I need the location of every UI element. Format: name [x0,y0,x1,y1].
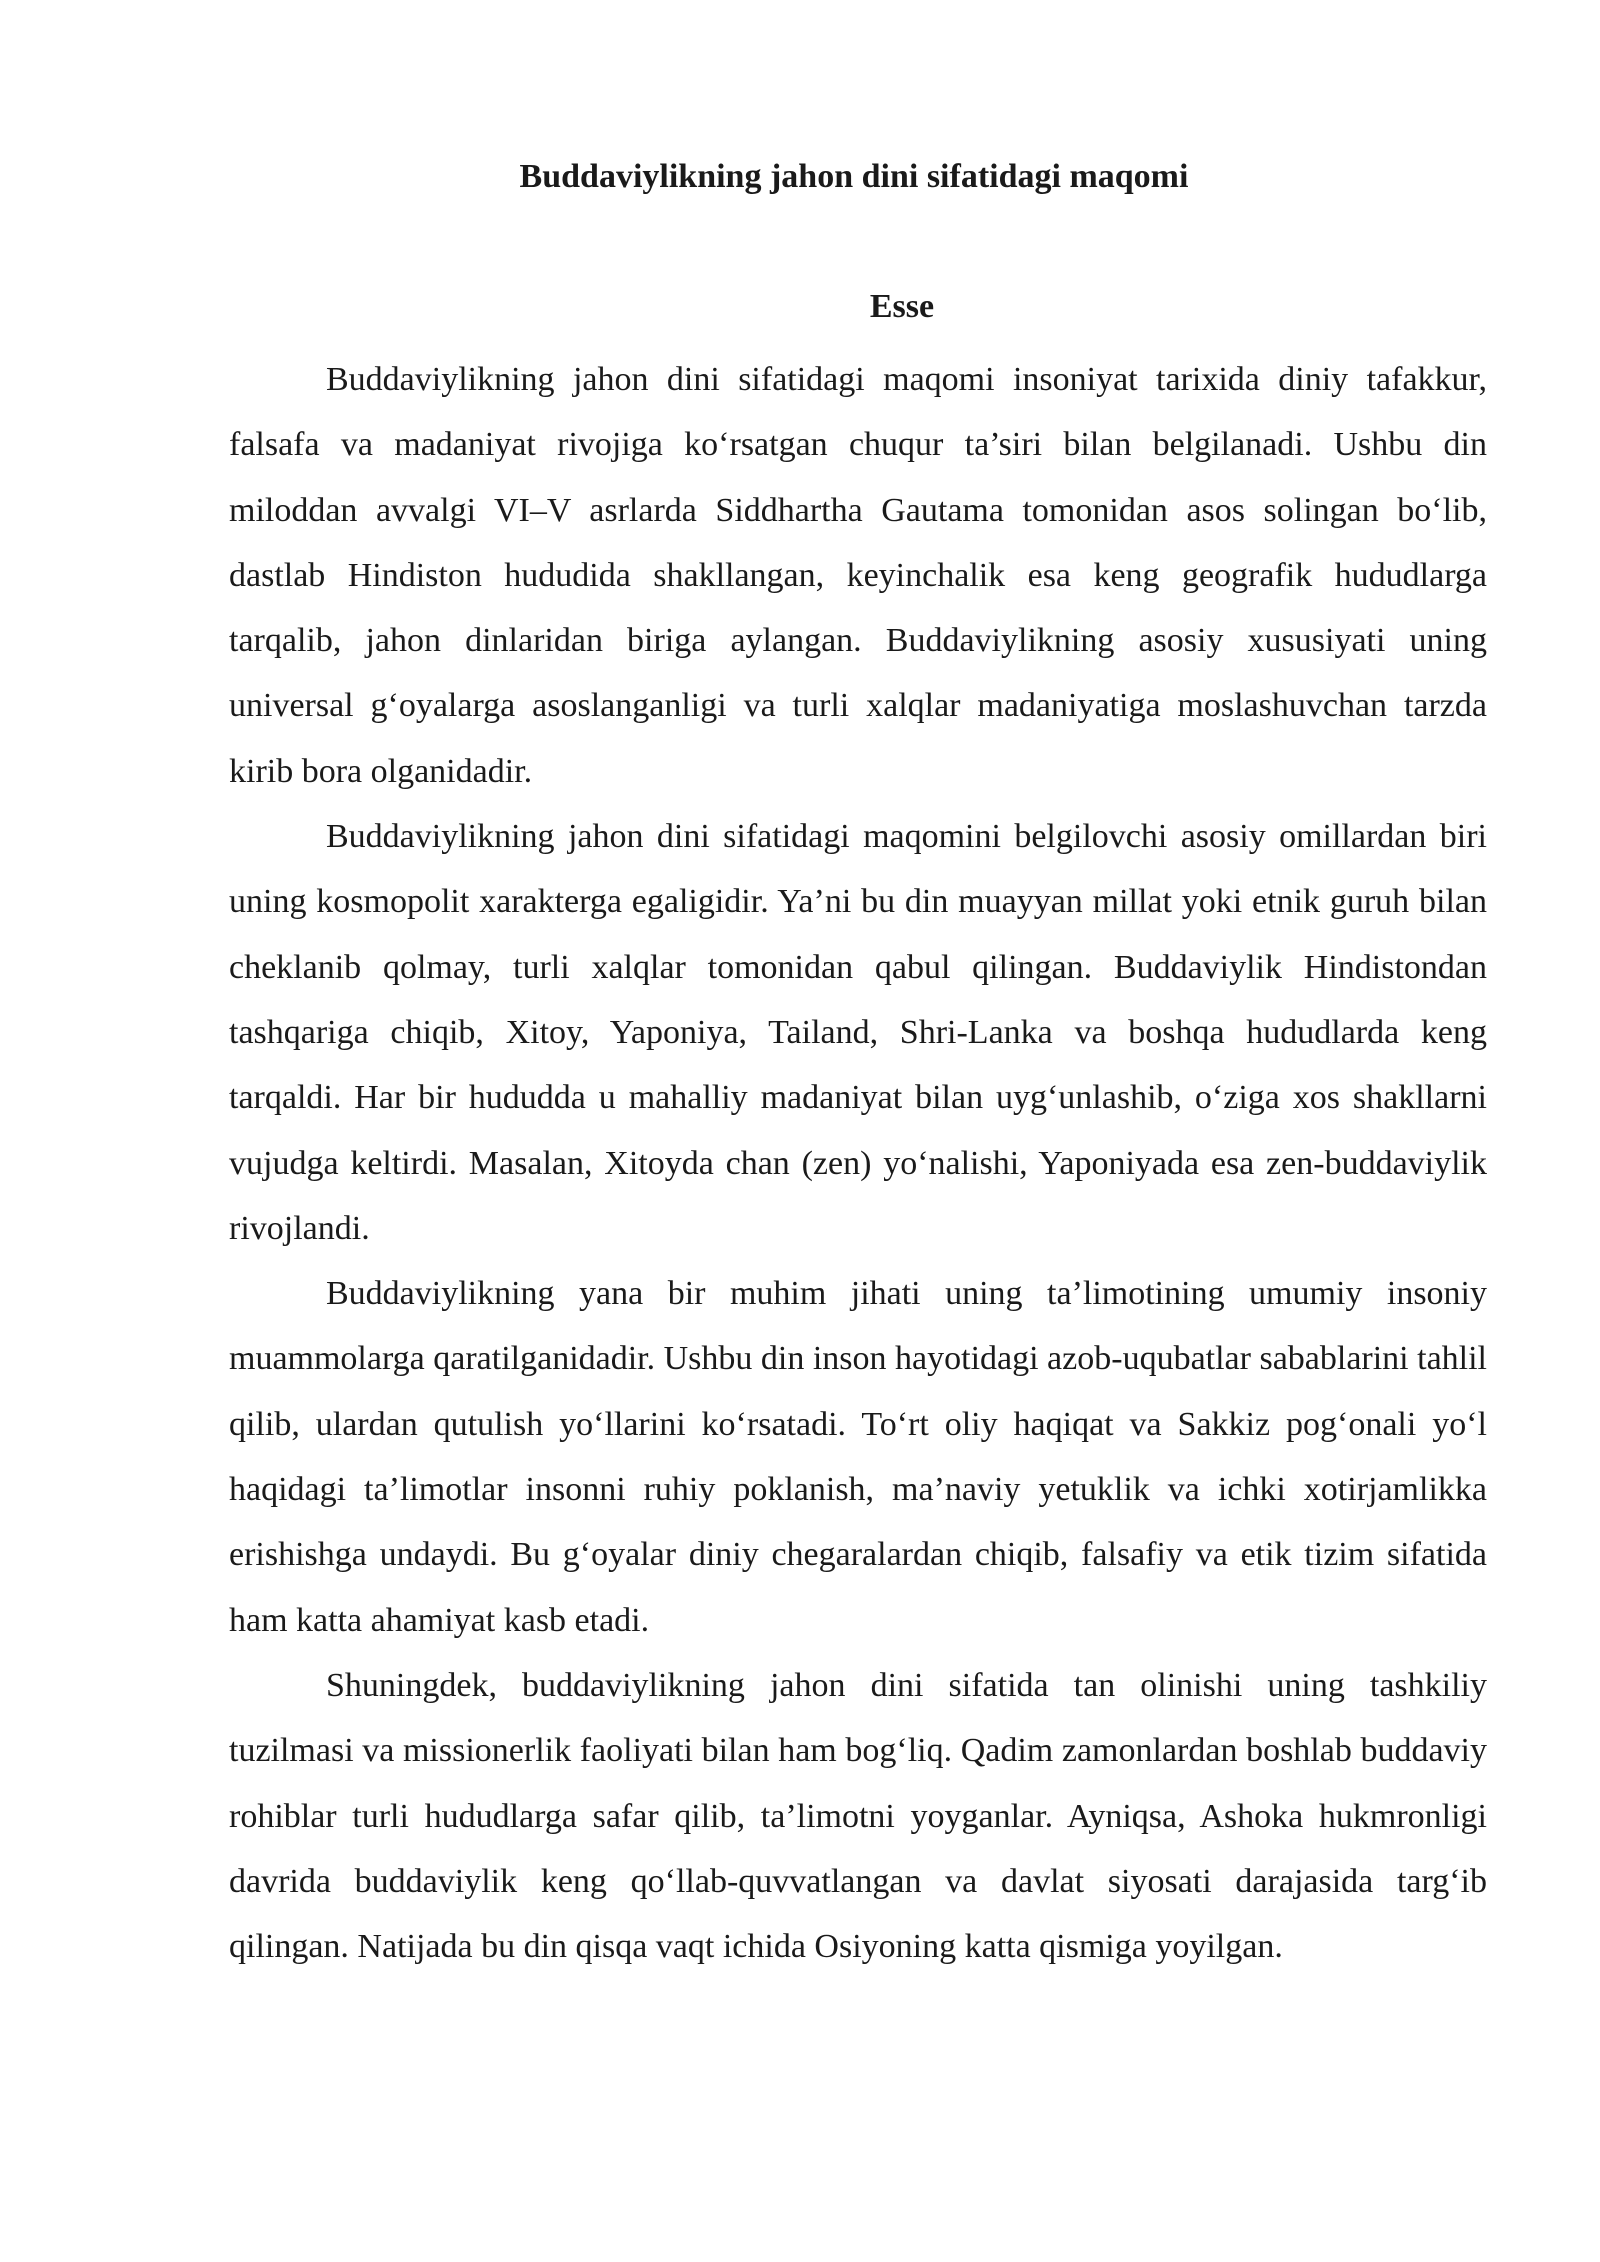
document-title: Buddaviylikning jahon dini sifatidagi maqomi [519,158,1189,195]
paragraph: Buddaviylikning jahon dini sifatidagi maqomi insoniyat tarixida diniy tafakkur, falsafa va madaniyat rivojiga ko‘rsatgan chuqur ta’siri bilan belgilanadi. Ushbu din miloddan avvalgi VI–V asrlarda Siddhartha Gautama tomonidan asos solingan bo‘lib, dastlab Hindiston hududida shakllangan, keyinchalik esa keng geografik hududlarga tarqalib, jahon dinlaridan biriga aylangan. Buddaviylikning asosiy xususiyati uning universal g‘oyalarga asoslanganligi va turli xalqlar madaniyatiga moslashuvchan tarzda kirib bora olganidadir. [229,361,1487,790]
paragraph: Shuningdek, buddaviylikning jahon dini sifatida tan olinishi uning tashkiliy tuzilmasi va missionerlik faoliyati bilan ham bog‘liq. Qadim zamonlardan boshlab buddaviy rohiblar turli hududlarga safar qilib, ta’limotni yoyganlar. Ayniqsa, Ashoka hukmronligi davrida buddaviylik keng qo‘llab-quvvatlangan va davlat siyosati darajasida targ‘ib qilingan. Natijada bu din qisqa vaqt ichida Osiyoning katta qismiga yoyilgan. [229,1666,1487,1966]
paragraph: Buddaviylikning yana bir muhim jihati uning ta’limotining umumiy insoniy muammolarga qaratilganidadir. Ushbu din inson hayotidagi azob-uqubatlar sabablarini tahlil qilib, ulardan qutulish yo‘llarini ko‘rsatadi. To‘rt oliy haqiqat va Sakkiz pog‘onali yo‘l haqidagi ta’limotlar insonni ruhiy poklanish, ma’naviy yetuklik va ichki xotirjamlikka erishishga undaydi. Bu g‘oyalar diniy chegaralardan chiqib, falsafiy va etik tizim sifatida ham katta ahamiyat kasb etadi. [229,1275,1487,1639]
document-subtitle: Esse [869,288,935,325]
document-body [229,347,1487,1979]
paragraph: Buddaviylikning jahon dini sifatidagi maqomini belgilovchi asosiy omillardan biri uning kosmopolit xarakterga egaligidir. Ya’ni bu din muayyan millat yoki etnik guruh bilan cheklanib qolmay, turli xalqlar tomonidan qabul qilingan. Buddaviylik Hindistondan tashqariga chiqib, Xitoy, Yaponiya, Tailand, Shri-Lanka va boshqa hududlarda keng tarqaldi. Har bir hududda u mahalliy madaniyat bilan uyg‘unlashib, o‘ziga xos shakllarni vujudga keltirdi. Masalan, Xitoyda chan (zen) yo‘nalishi, Yaponiyada esa zen-buddaviylik rivojlandi. [229,818,1487,1247]
